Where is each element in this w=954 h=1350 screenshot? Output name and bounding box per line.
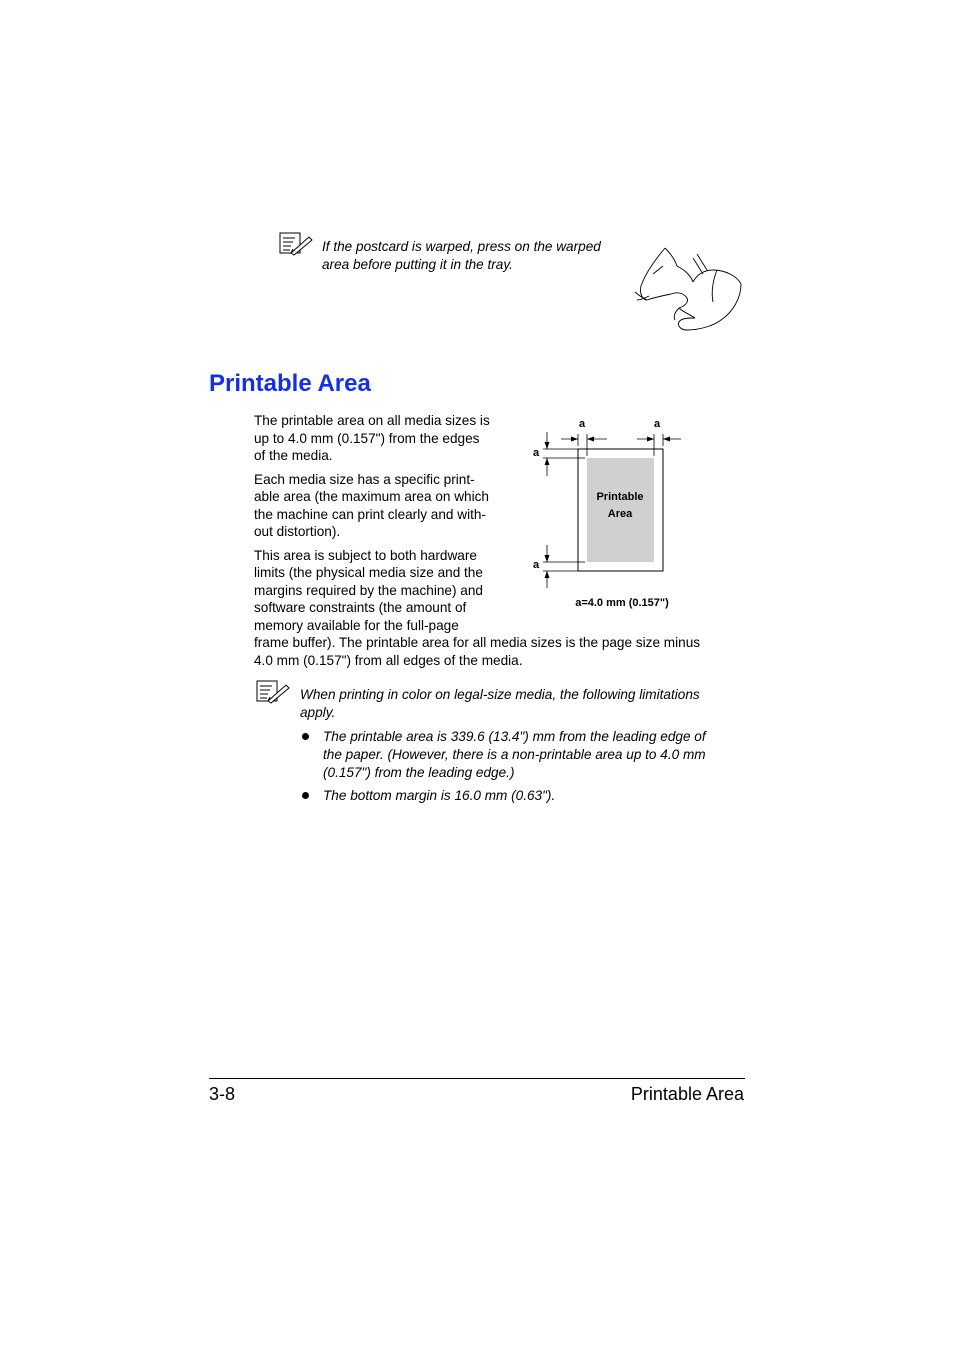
text-line: up to 4.0 mm (0.157") from the edges [254,430,480,446]
note-text [322,238,601,274]
diagram-caption: a=4.0 mm (0.157") [575,597,669,609]
printable-area-diagram [525,412,705,612]
margin-label-left-top: a [532,447,540,459]
bullet-line: the paper. (However, there is a non-printable area up to 4.0 mm [323,747,706,762]
bullet-dot [302,792,309,799]
bullet-item [323,728,706,782]
text-line: memory available for the full-page [254,617,459,633]
text-line: out distortion). [254,524,341,539]
note-line: apply. [300,705,336,720]
bullet-line: (0.157") from the leading edge.) [323,765,515,780]
area-label-line2: Area [607,508,633,520]
hands-pressing-postcard-illustration [633,240,745,336]
area-label-line1: Printable [596,491,644,503]
note-pencil-icon [279,232,315,256]
section-title: Printable Area [209,370,371,397]
margin-label-top-left: a [578,418,586,430]
text-line: Each media size has a specific print- [254,471,475,487]
footer-divider [209,1078,745,1079]
text-line: margins required by the machine) and [254,582,483,598]
margin-label-left-bottom: a [532,559,540,571]
text-line: frame buffer). The printable area for all media sizes is the page size minus [254,635,701,650]
bullet-line: The printable area is 339.6 (13.4") mm from the leading edge of [323,729,706,744]
note-line: When printing in color on legal-size media, the following limitations [300,687,700,702]
margin-label-top-right: a [653,418,661,430]
bullet-line: The bottom margin is 16.0 mm (0.63"). [323,788,556,803]
text-line: of the media. [254,448,333,463]
note-pencil-icon [256,680,292,704]
bullet-dot [302,733,309,740]
note-line: If the postcard is warped, press on the warped [322,239,601,254]
note-line: area before putting it in the tray. [322,257,513,272]
text-line: limits (the physical media size and the [254,565,483,580]
text-line: the machine can print clearly and with- [254,506,486,522]
text-line: The printable area on all media sizes is [254,413,490,428]
page-number: 3-8 [209,1084,236,1104]
text-line: This area is subject to both hardware [254,547,477,563]
text-line: 4.0 mm (0.157") from all edges of the media. [254,652,523,668]
bullet-item [323,787,555,805]
footer-section-name: Printable Area [630,1084,744,1104]
text-line: software constraints (the amount of [254,600,467,615]
note-text [300,686,700,722]
text-line: able area (the maximum area on which [254,489,489,504]
